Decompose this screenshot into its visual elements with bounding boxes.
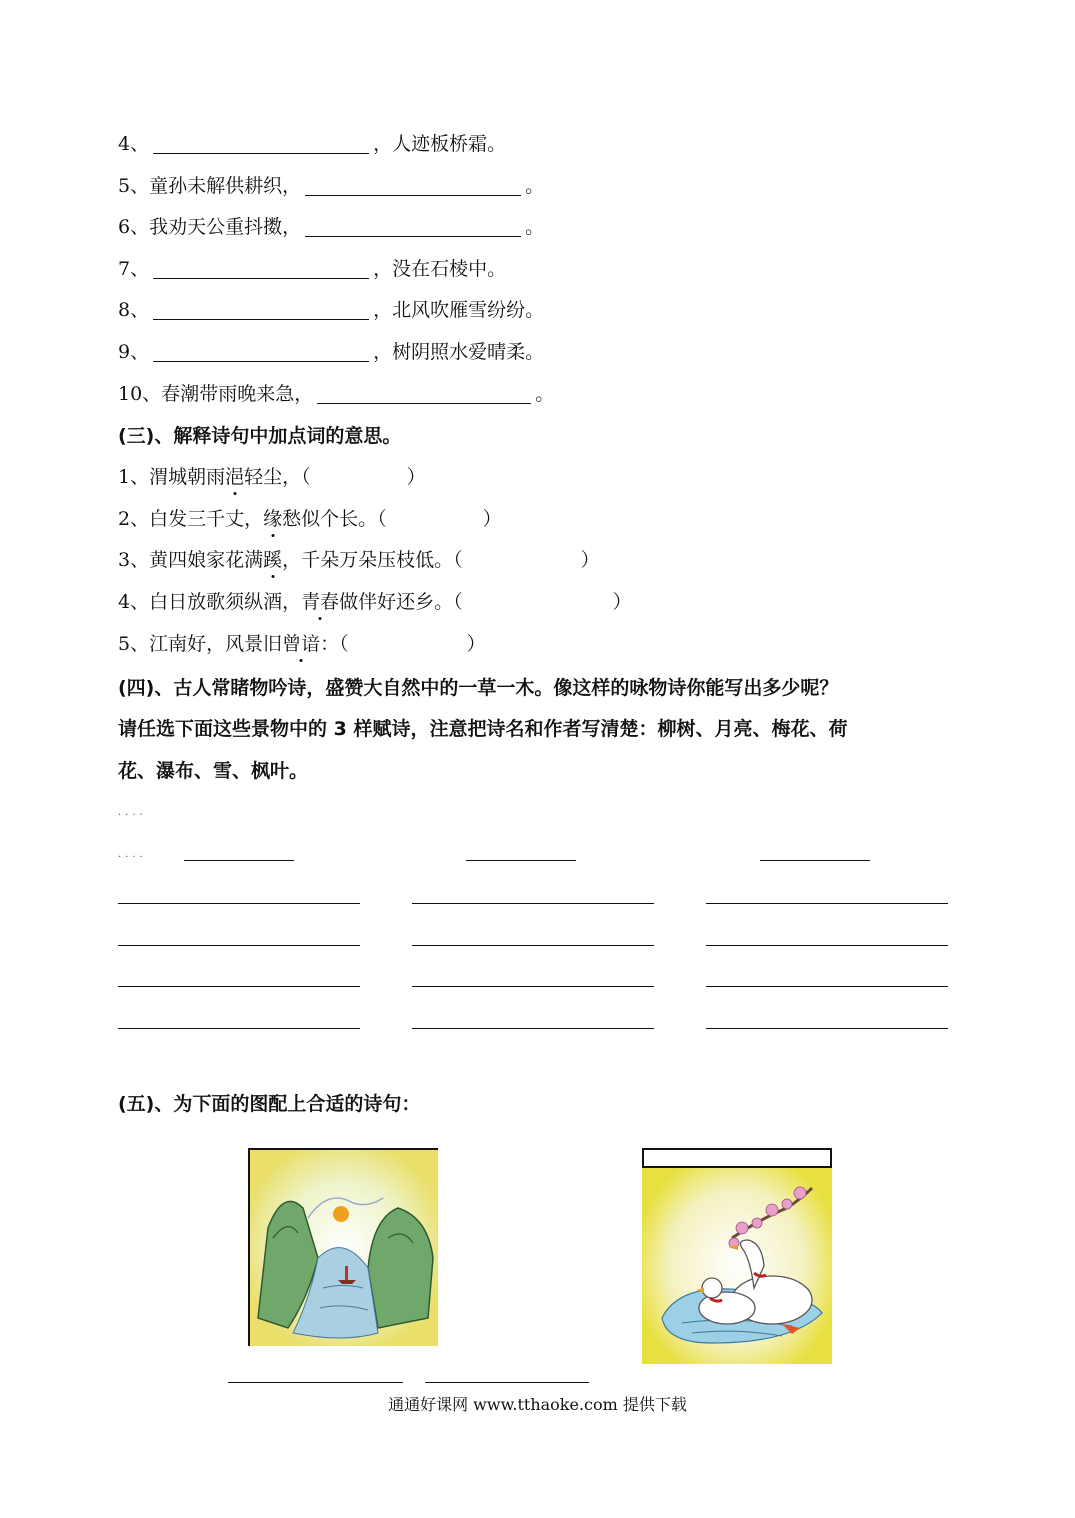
poem-answer-line[interactable]	[118, 945, 360, 946]
item-number: 4、	[118, 591, 150, 613]
poem-text: 渭城朝雨	[149, 466, 226, 488]
dotted-word: 曾谙	[282, 633, 321, 655]
dotted-word: 缘	[263, 508, 283, 530]
section5-title: (五)、为下面的图配上合适的诗句：	[118, 1093, 421, 1115]
poem-text: 白发三千丈，	[149, 508, 264, 530]
explain-item	[118, 590, 632, 614]
answer-blank[interactable]	[153, 260, 369, 279]
fill-item	[118, 382, 554, 406]
poem-answer-line[interactable]	[412, 986, 654, 987]
poem-answer-line[interactable]	[118, 986, 360, 987]
poem-text: ，人迹板桥霜。	[373, 133, 507, 155]
close-paren: ）	[580, 549, 600, 571]
item-number: 2、	[118, 508, 150, 530]
answer-blank[interactable]	[153, 301, 369, 320]
poem-text: 。	[535, 383, 555, 405]
close-paren: ）	[406, 466, 426, 488]
fill-item	[118, 298, 544, 322]
poem-answer-line[interactable]	[118, 903, 360, 904]
poem-title-line[interactable]	[184, 860, 294, 861]
poem-text: ：（	[320, 633, 349, 655]
poem-text: 做伴好还乡。（	[339, 591, 463, 613]
poem-text: ，北风吹雁雪纷纷。	[373, 299, 545, 321]
poem-answer-line[interactable]	[412, 1028, 654, 1029]
picture-answer-line[interactable]	[425, 1382, 589, 1383]
poem-text: 童孙未解供耕织，	[149, 175, 302, 197]
decorative-dots: ····	[118, 810, 147, 821]
poem-text: ，树阴照水爱晴柔。	[373, 341, 545, 363]
poem-text: 。	[525, 175, 545, 197]
poem-answer-line[interactable]	[706, 945, 948, 946]
item-number: 5、	[118, 175, 150, 197]
answer-blank[interactable]	[153, 343, 369, 362]
item-number: 9、	[118, 341, 150, 363]
item-number: 6、	[118, 216, 150, 238]
river-mountains-image	[248, 1148, 438, 1346]
poem-title-line[interactable]	[466, 860, 576, 861]
picture-answer-line[interactable]	[228, 1382, 403, 1383]
poem-text: 。	[525, 216, 545, 238]
item-number: 4、	[118, 133, 150, 155]
section3-title: (三)、解释诗句中加点词的意思。	[118, 425, 402, 447]
dotted-word: 浥	[225, 466, 245, 488]
item-number: 7、	[118, 258, 150, 280]
poem-text: ，千朵万朵压枝低。（	[282, 549, 463, 571]
answer-blank[interactable]	[153, 135, 369, 154]
poem-text: ，没在石棱中。	[373, 258, 507, 280]
poem-text: 我劝天公重抖擞，	[149, 216, 302, 238]
fill-item	[118, 257, 506, 281]
explain-item	[118, 507, 502, 531]
ducks-plum-image	[642, 1148, 832, 1364]
poem-text: 黄四娘家花满	[149, 549, 264, 571]
poem-answer-line[interactable]	[706, 986, 948, 987]
poem-text: 江南好，风景旧	[149, 633, 283, 655]
item-number: 1、	[118, 466, 150, 488]
close-paren: ）	[466, 633, 486, 655]
poem-text: 轻尘，（	[244, 466, 311, 488]
answer-blank[interactable]	[305, 218, 521, 237]
poem-text: 白日放歌须纵酒，	[149, 591, 302, 613]
poem-title-line[interactable]	[760, 860, 870, 861]
poem-text: 愁似个长。（	[282, 508, 387, 530]
explain-item	[118, 465, 426, 489]
footer-text: 通通好课网 www.tthaoke.com 提供下载	[388, 1395, 687, 1414]
dotted-word: 青春	[301, 591, 340, 613]
fill-item	[118, 215, 544, 239]
poem-text: 春潮带雨晚来急，	[161, 383, 314, 405]
fill-item	[118, 174, 544, 198]
dotted-word: 蹊	[263, 549, 283, 571]
fill-item	[118, 132, 506, 156]
answer-blank[interactable]	[317, 385, 531, 404]
poem-answer-line[interactable]	[118, 1028, 360, 1029]
section4-line1: (四)、古人常睹物吟诗，盛赞大自然中的一草一木。像这样的咏物诗你能写出多少呢？	[118, 677, 839, 699]
poem-answer-line[interactable]	[706, 903, 948, 904]
explain-item	[118, 632, 486, 656]
item-number: 5、	[118, 633, 150, 655]
item-number: 8、	[118, 299, 150, 321]
item-number: 3、	[118, 549, 150, 571]
poem-answer-line[interactable]	[412, 903, 654, 904]
poem-answer-line[interactable]	[706, 1028, 948, 1029]
explain-item	[118, 548, 600, 572]
close-paren: ）	[482, 508, 502, 530]
section4-line2: 请任选下面这些景物中的 3 样赋诗，注意把诗名和作者写清楚：柳树、月亮、梅花、荷	[118, 718, 848, 740]
decorative-dots: ····	[118, 852, 147, 863]
item-number: 10、	[118, 383, 162, 405]
fill-item	[118, 340, 544, 364]
close-paren: ）	[612, 591, 632, 613]
poem-answer-line[interactable]	[412, 945, 654, 946]
section4-line3: 花、瀑布、雪、枫叶。	[118, 760, 309, 782]
answer-blank[interactable]	[305, 177, 521, 196]
